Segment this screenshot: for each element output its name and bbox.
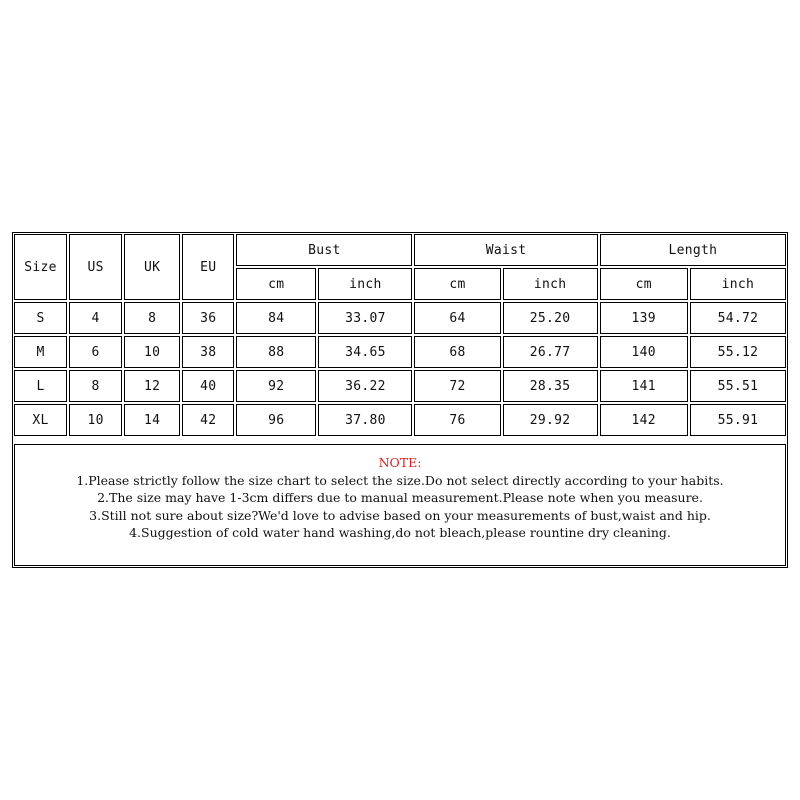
cell-bust-inch: 33.07 — [318, 302, 412, 334]
cell-size: XL — [14, 404, 67, 436]
header-length-cm: cm — [600, 268, 688, 300]
cell-eu: 40 — [182, 370, 234, 402]
cell-us: 10 — [69, 404, 122, 436]
header-waist: Waist — [414, 234, 597, 266]
cell-waist-inch: 26.77 — [503, 336, 598, 368]
table-row — [14, 370, 786, 402]
header-waist-inch: inch — [503, 268, 598, 300]
cell-length-inch: 54.72 — [690, 302, 786, 334]
cell-us: 6 — [69, 336, 122, 368]
cell-size: M — [14, 336, 67, 368]
cell-uk: 14 — [124, 404, 180, 436]
cell-length-inch: 55.12 — [690, 336, 786, 368]
header-uk: UK — [124, 234, 180, 300]
header-us: US — [69, 234, 122, 300]
header-bust-cm: cm — [236, 268, 316, 300]
cell-uk: 12 — [124, 370, 180, 402]
cell-bust-inch: 34.65 — [318, 336, 412, 368]
table-row — [14, 336, 786, 368]
cell-length-cm: 141 — [600, 370, 688, 402]
cell-uk: 8 — [124, 302, 180, 334]
header-bust-inch: inch — [318, 268, 412, 300]
cell-bust-cm: 96 — [236, 404, 316, 436]
table-row — [14, 302, 786, 334]
cell-us: 4 — [69, 302, 122, 334]
cell-length-inch: 55.51 — [690, 370, 786, 402]
cell-size: L — [14, 370, 67, 402]
header-length-inch: inch — [690, 268, 786, 300]
cell-waist-cm: 64 — [414, 302, 500, 334]
cell-uk: 10 — [124, 336, 180, 368]
cell-bust-cm: 92 — [236, 370, 316, 402]
cell-length-cm: 139 — [600, 302, 688, 334]
cell-eu: 42 — [182, 404, 234, 436]
notes-box — [14, 444, 786, 566]
cell-waist-cm: 76 — [414, 404, 500, 436]
cell-length-cm: 142 — [600, 404, 688, 436]
header-bust: Bust — [236, 234, 412, 266]
notes-title: NOTE: — [378, 455, 422, 470]
cell-waist-cm: 72 — [414, 370, 500, 402]
note-line-1: 1.Please strictly follow the size chart to select the size.Do not select directly according to your habits. — [76, 472, 724, 488]
table-row — [14, 404, 786, 436]
cell-waist-inch: 28.35 — [503, 370, 598, 402]
cell-bust-inch: 37.80 — [318, 404, 412, 436]
header-eu: EU — [182, 234, 234, 300]
size-chart-table — [12, 232, 788, 438]
cell-us: 8 — [69, 370, 122, 402]
cell-bust-cm: 88 — [236, 336, 316, 368]
cell-eu: 36 — [182, 302, 234, 334]
cell-waist-cm: 68 — [414, 336, 500, 368]
cell-length-inch: 55.91 — [690, 404, 786, 436]
note-line-2: 2.The size may have 1-3cm differs due to manual measurement.Please note when you measure. — [97, 490, 703, 505]
header-row — [14, 234, 786, 266]
header-size: Size — [14, 234, 67, 300]
cell-waist-inch: 29.92 — [503, 404, 598, 436]
cell-bust-inch: 36.22 — [318, 370, 412, 402]
header-waist-cm: cm — [414, 268, 500, 300]
cell-length-cm: 140 — [600, 336, 688, 368]
cell-waist-inch: 25.20 — [503, 302, 598, 334]
cell-bust-cm: 84 — [236, 302, 316, 334]
cell-eu: 38 — [182, 336, 234, 368]
note-line-3: 3.Still not sure about size?We'd love to advise based on your measurements of bust,waist and hip. — [89, 507, 711, 523]
header-length: Length — [600, 234, 786, 266]
note-line-4: 4.Suggestion of cold water hand washing,do not bleach,please rountine dry cleaning. — [129, 525, 671, 540]
cell-size: S — [14, 302, 67, 334]
